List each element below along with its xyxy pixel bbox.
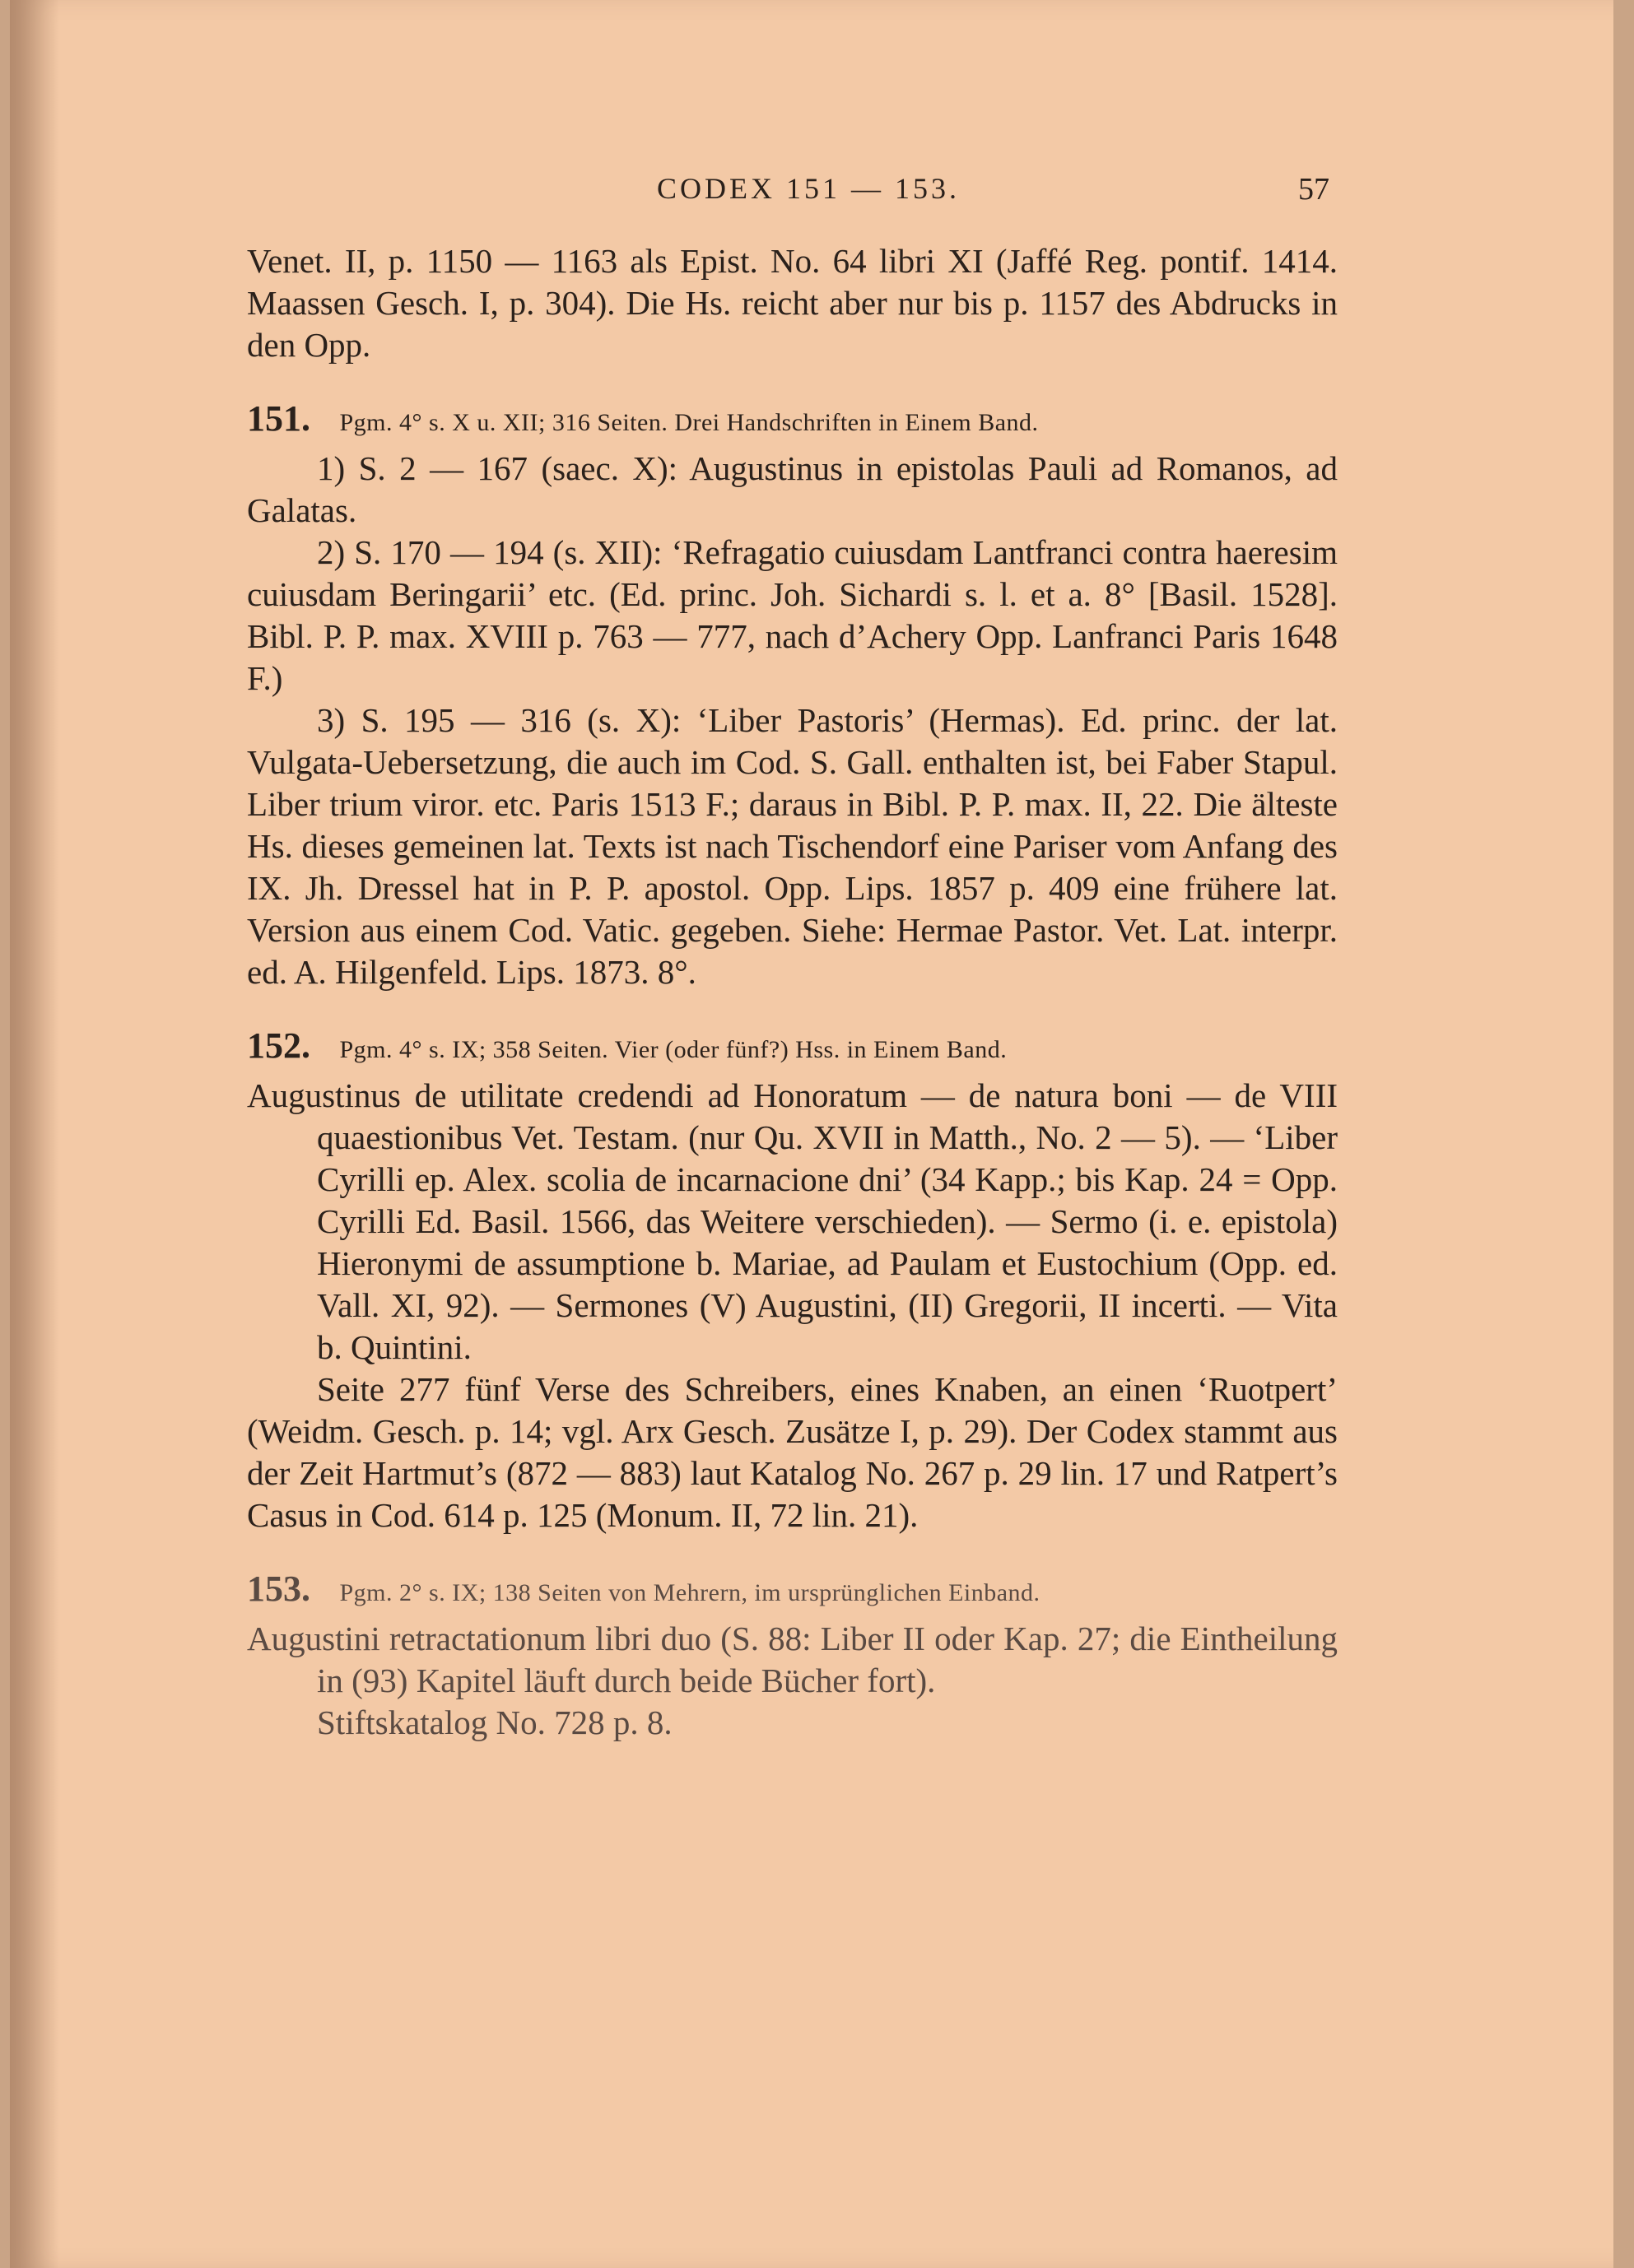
entry-heading xyxy=(247,1026,1338,1070)
entry-heading xyxy=(247,399,1338,443)
entry-heading xyxy=(247,1569,1338,1613)
entry-paragraph: Seite 277 fünf Verse des Schreibers, eines Knaben, an einen ‘Ruotpert’ (Weidm. Gesch. p. 14; vgl. Arx Gesch. Zusätze I, p. 29). Der Codex stammt aus der Zeit Hartmut’s (872 — 883) laut Katalog No. 267 p. 29 lin. 17 und Ratpert’s Casus in Cod. 614 p. 125 (Monum. II, 72 lin. 21). xyxy=(247,1370,1338,1534)
entry-paragraph: Augustinus de utilitate credendi ad Honoratum — de natura boni — de VIII quaestionibus Vet. Testam. (nur Qu. XVII in Matth., No. 2 — 5). — ‘Liber Cyrilli ep. Alex. scolia de incarnacione dni’ (34 Kapp.; bis Kap. 24 = Opp. Cyrilli Ed. Basil. 1566, das Weitere verschieden). — Sermo (i. e. epistola) Hieronymi de assumptione b. Mariae, ad Paulam et Eustochium (Opp. ed. Vall. XI, 92). — Sermones (V) Augustini, (II) Gregorii, II incerti. — Vita b. Quintini. xyxy=(247,1076,1338,1366)
entry-paragraph: 2) S. 170 — 194 (s. XII): ‘Refragatio cuiusdam Lantfranci contra haeresim cuiusdam Beringarii’ etc. (Ed. princ. Joh. Sichardi s. l. et a. 8° [Basil. 1528]. Bibl. P. P. max. XVIII p. 763 — 777, nach d’Achery Opp. Lanfranci Paris 1648 F.) xyxy=(247,533,1338,697)
entry-paragraph: Augustini retractationum libri duo (S. 88: Liber II oder Kap. 27; die Eintheilung in (93) Kapitel läuft durch beide Bücher fort). xyxy=(247,1620,1338,1699)
entry-meta: Pgm. 4° s. X u. XII; 316 Seiten. Drei Handschriften in Einem Band. xyxy=(339,409,1039,436)
entry-meta: Pgm. 4° s. IX; 358 Seiten. Vier (oder fünf?) Hss. in Einem Band. xyxy=(339,1036,1008,1063)
entry-151 xyxy=(247,399,1338,993)
entry-number: 152. xyxy=(247,1025,310,1066)
page-header xyxy=(0,171,1634,221)
entry-number: 153. xyxy=(247,1569,310,1609)
page-gutter-shadow xyxy=(10,0,59,2268)
page-number: 57 xyxy=(1298,172,1329,207)
page-body xyxy=(247,240,1338,1744)
running-title: CODEX 151 — 153. xyxy=(657,172,960,205)
entry-152 xyxy=(247,1026,1338,1536)
entry-paragraph: 3) S. 195 — 316 (s. X): ‘Liber Pastoris’ (Hermas). Ed. princ. der lat. Vulgata-Uebersetzung, die auch im Cod. S. Gall. enthalten ist, bei Faber Stapul. Liber trium viror. etc. Paris 1513 F.; daraus in Bibl. P. P. max. II, 22. Die älteste Hs. dieses gemeinen lat. Texts ist nach Tischendorf eine Pariser vom Anfang des IX. Jh. Dressel hat in P. P. apostol. Opp. Lips. 1857 p. 409 eine frühere lat. Version aus einem Cod. Vatic. gegeben. Siehe: Hermae Pastor. Vet. Lat. interpr. ed. A. Hilgenfeld. Lips. 1873. 8°. xyxy=(247,701,1338,991)
entry-paragraph: Stiftskatalog No. 728 p. 8. xyxy=(317,1703,673,1741)
entry-153 xyxy=(247,1569,1338,1744)
entry-paragraph: 1) S. 2 — 167 (saec. X): Augustinus in epistolas Pauli ad Romanos, ad Galatas. xyxy=(247,449,1338,529)
entry-meta: Pgm. 2° s. IX; 138 Seiten von Mehrern, im ursprünglichen Einband. xyxy=(339,1579,1040,1606)
continuation-paragraph: Venet. II, p. 1150 — 1163 als Epist. No. 64 libri XI (Jaffé Reg. pontif. 1414. Maassen Gesch. I, p. 304). Die Hs. reicht aber nur bis p. 1157 des Abdrucks in den Opp. xyxy=(247,242,1338,364)
entry-number: 151. xyxy=(247,398,310,439)
